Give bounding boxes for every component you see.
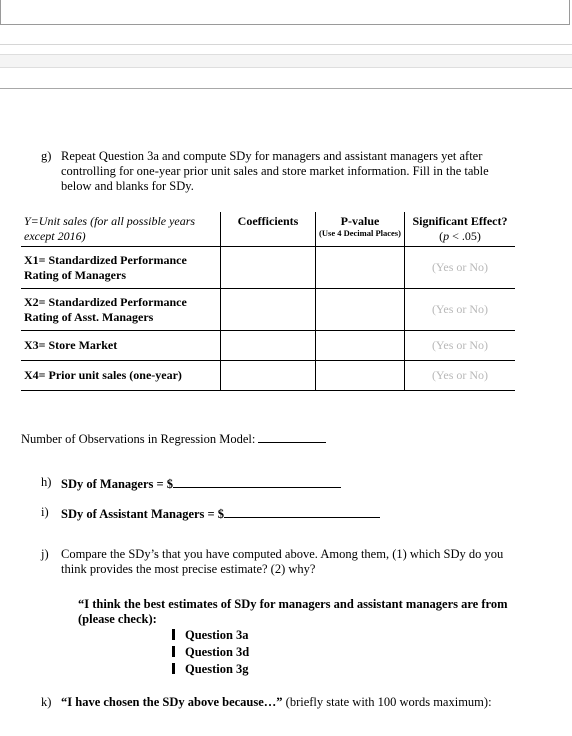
checkbox-option[interactable] <box>172 645 249 660</box>
question-h-text: SDy of Managers = $ <box>61 477 173 491</box>
question-g-text: Repeat Question 3a and compute SDy for managers and assistant managers yet after controlling for one-year prior unit sales and store market information. Fill in the table below and blanks for SDy. <box>61 149 489 193</box>
question-k-line <box>61 695 531 710</box>
table-header-row <box>21 212 515 247</box>
question-j-quote: “I think the best estimates of SDy for managers and assistant managers are from (please check): <box>78 597 508 626</box>
sdy-managers-blank[interactable] <box>173 475 341 488</box>
observations-line <box>21 430 326 447</box>
option-label: Question 3a <box>185 628 249 642</box>
observations-label: Number of Observations in Regression Model: <box>21 432 256 446</box>
checkbox-icon[interactable] <box>172 629 175 640</box>
coefficient-cell[interactable] <box>221 331 316 361</box>
coefficient-cell[interactable] <box>221 289 316 331</box>
significant-cell[interactable]: (Yes or No) <box>405 361 516 391</box>
table-row <box>21 289 515 331</box>
question-i-line <box>61 505 380 522</box>
question-k-text-bold: “I have chosen the SDy above because…” <box>61 695 283 709</box>
checkbox-icon[interactable] <box>172 646 175 657</box>
sdy-assistant-managers-blank[interactable] <box>224 505 380 518</box>
pvalue-cell[interactable] <box>316 331 405 361</box>
significant-cell[interactable]: (Yes or No) <box>405 289 516 331</box>
header-significant-sub: (p < .05) <box>439 229 481 243</box>
pvalue-cell[interactable] <box>316 289 405 331</box>
question-g-label: g) <box>41 149 52 163</box>
top-input-box[interactable] <box>0 0 570 25</box>
checkbox-option[interactable] <box>172 628 249 643</box>
question-h-label: h) <box>41 475 52 489</box>
table-row <box>21 331 515 361</box>
checkbox-option[interactable] <box>172 662 249 677</box>
header-significant <box>405 212 516 247</box>
question-h-line <box>61 475 341 492</box>
header-y-variable: Y=Unit sales (for all possible years except 2016) <box>21 212 221 247</box>
significant-cell[interactable]: (Yes or No) <box>405 331 516 361</box>
question-j-label: j) <box>41 547 49 561</box>
question-j-text: Compare the SDy’s that you have computed above. Among them, (1) which SDy do you think provides the most precise estimate? (2) why? <box>61 547 504 576</box>
question-i-text: SDy of Assistant Managers = $ <box>61 507 225 521</box>
header-pvalue-main: P-value <box>340 214 380 228</box>
toolbar-strip <box>0 54 572 68</box>
coefficient-cell[interactable] <box>221 247 316 289</box>
observations-blank[interactable] <box>258 430 326 443</box>
header-significant-main: Significant Effect? <box>412 214 508 228</box>
row-label: X3= Store Market <box>21 331 221 361</box>
row-label: X4= Prior unit sales (one-year) <box>21 361 221 391</box>
checkbox-icon[interactable] <box>172 663 175 674</box>
question-k-label: k) <box>41 695 52 709</box>
significant-cell[interactable]: (Yes or No) <box>405 247 516 289</box>
table-row <box>21 247 515 289</box>
header-pvalue-sub: (Use 4 Decimal Places) <box>319 228 401 238</box>
option-label: Question 3g <box>185 662 249 676</box>
question-i-label: i) <box>41 505 49 519</box>
header-pvalue <box>316 212 405 247</box>
header-coefficients: Coefficients <box>221 212 316 247</box>
table-row <box>21 361 515 391</box>
row-label: X1= Standardized Performance Rating of Managers <box>21 247 221 289</box>
row-label: X2= Standardized Performance Rating of Asst. Managers <box>21 289 221 331</box>
coefficient-cell[interactable] <box>221 361 316 391</box>
option-label: Question 3d <box>185 645 250 659</box>
pvalue-cell[interactable] <box>316 247 405 289</box>
question-k-text-rest: (briefly state with 100 words maximum): <box>282 695 492 709</box>
pvalue-cell[interactable] <box>316 361 405 391</box>
regression-table <box>21 212 515 391</box>
